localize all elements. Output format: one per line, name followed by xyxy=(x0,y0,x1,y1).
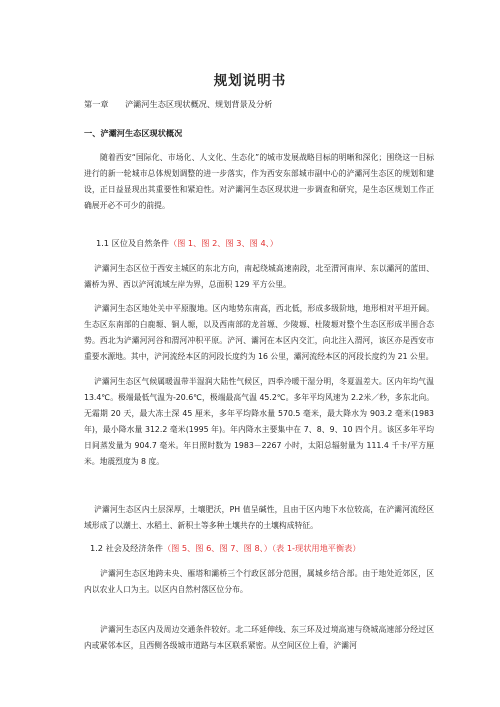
subsection-1-2 xyxy=(90,543,361,554)
subsection-1-2-figure-refs: （图 5、图 6、图 7、图 8、）（表 1-现状用地平衡表） xyxy=(162,543,361,553)
subsection-1-2-title: 1.2 社会及经济条件 xyxy=(90,543,163,553)
paragraph-location: 浐灞河生态区位于西安主城区的东北方向，南起绕城高速南段，北至渭河南岸、东以灞河的蓝田、灞桥为界、西以浐河流域左岸为界，总面积 129 平方公里。 xyxy=(84,264,434,289)
paragraph-intro: 随着西安“国际化、市场化、人文化、生态化”的城市发展战略目标的明晰和深化；围绕这一目标进行的新一轮城市总体规划调整的进一步落实，作为西安东部城市副中心的浐灞河生态区的规划和建设，正日益显现出其重要性和紧迫性。对浐灞河生态区现状进一步调查和研究，是生态区规划工作正确展开必不可少的前提。 xyxy=(84,153,434,210)
subsection-1-1-title: 1.1 区位及自然条件 xyxy=(96,238,169,248)
subsection-1-1-figure-refs: （图 1、图 2、图 3、图 4、） xyxy=(168,238,278,248)
chapter-heading: 第一章 浐灞河生态区现状概况、规划背景及分析 xyxy=(84,99,273,109)
section-heading: 一、浐灞河生态区现状概况 xyxy=(84,128,183,138)
paragraph-terrain: 浐灞河生态区地处关中平原腹地。区内地势东南高，西北低，形成多级阶地，地形相对平坦开阔。生态区东南部的白鹿塬、铜人塬，以及西南部的龙首塬、少陵塬、杜陵塬对整个生态区形成半围合态势。西北为浐灞河河谷和渭河冲积平原。浐河、灞河在本区内交汇，向北注入渭河，该区亦是西安市重要水源地。其中，浐河流经本区的河段长度约为 16 公里，灞河流经本区的河段长度约为 21 公里。 xyxy=(84,304,434,361)
paragraph-soil: 浐灞河生态区内土层深厚，土壤肥沃，PH 值呈碱性，且由于区内地下水位较高，在浐灞河流经区域形成了以潮土、水稻土、新积土等多种土壤共存的土壤构成特征。 xyxy=(84,505,434,530)
paragraph-traffic: 浐灞河生态区内及周边交通条件较好。北二环延伸线、东三环及过境高速与绕城高速部分经过区内或紧邻本区，且西侧各级城市道路与本区联系紧密。从空间区位上看，浐灞河 xyxy=(84,625,434,650)
paragraph-climate: 浐灞河生态区气候属暖温带半湿润大陆性气候区，四季冷暖干湿分明，冬夏温差大。区内年均气温 13.4℃。极端最低气温为-20.6℃，极端最高气温 45.2℃。多年平均风速为 2.2米／秒，多东北向。无霜期 20 天，最大冻土深 45 厘米，多年平均降水量 570.5 毫米，最大降水为 903.2 毫米(1983 年)，最小降水量 312.2 毫米(1995 年)。年内降水主要集中在 7、8、9、10 四个月。该区多年平均日间蒸发量为 904.7 毫米。年日照时数为 1983－2267 小时，太阳总辐射量为 111.4 千卡/平方厘米。地震烈度为 8 度。 xyxy=(84,377,434,466)
document-title: 规划说明书 xyxy=(213,73,287,89)
subsection-1-1 xyxy=(96,238,278,249)
paragraph-society: 浐灞河生态区地跨未央、雁塔和灞桥三个行政区部分范围，属城乡结合部。由于地处近郊区，区内以农业人口为主。以区内自然村落区位分布。 xyxy=(84,569,434,594)
